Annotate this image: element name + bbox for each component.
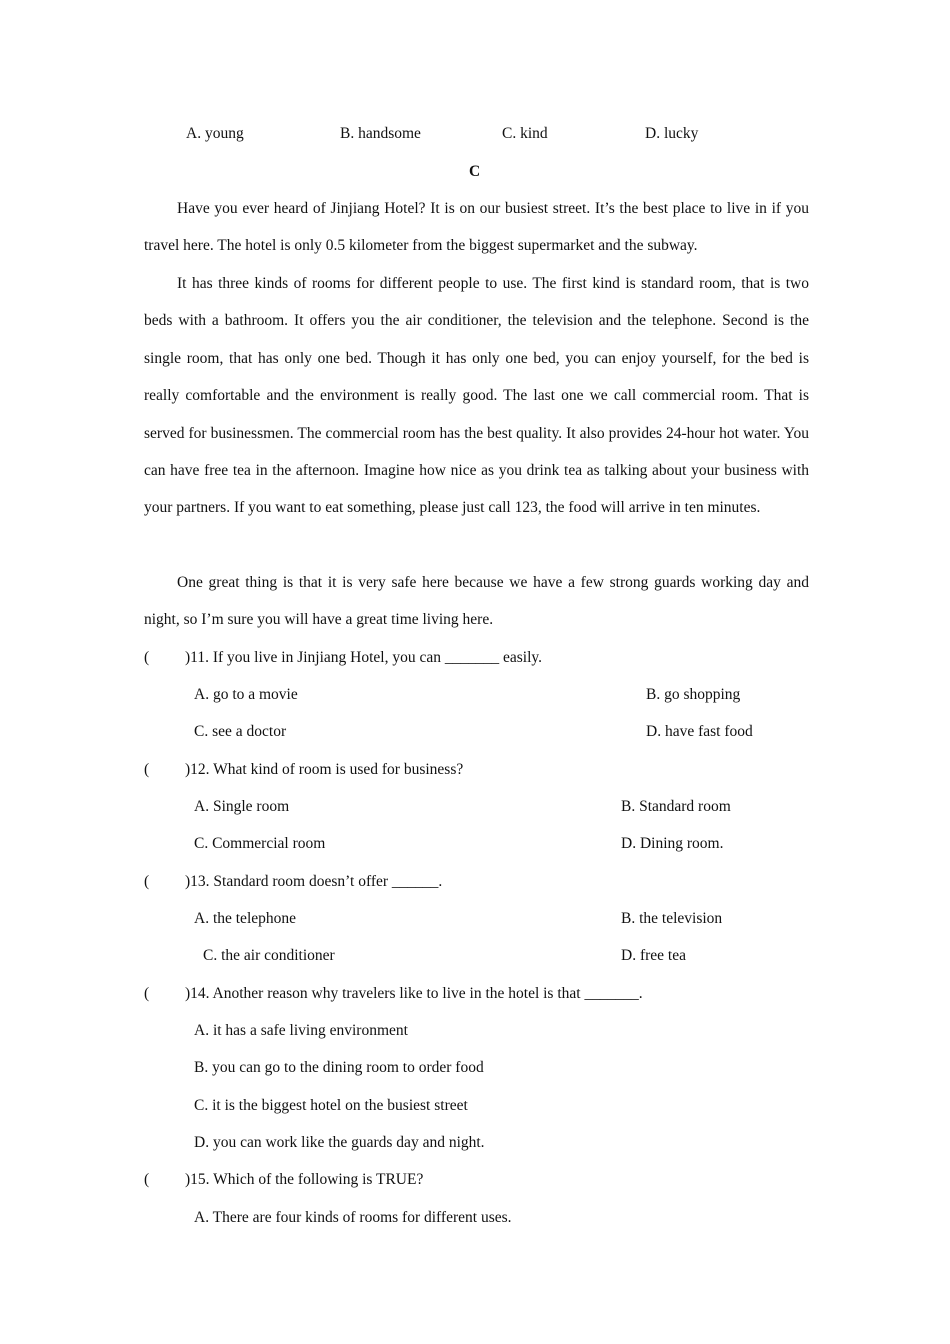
prev-option-d: D. lucky bbox=[645, 125, 699, 142]
option-b: B. you can go to the dining room to order food bbox=[194, 1059, 484, 1076]
question-text: )11. If you live in Jinjiang Hotel, you can _______ easily. bbox=[185, 649, 543, 666]
option-d: D. have fast food bbox=[646, 723, 753, 740]
question-text: )15. Which of the following is TRUE? bbox=[185, 1171, 424, 1188]
option-d: D. free tea bbox=[621, 947, 686, 964]
prev-option-c: C. kind bbox=[502, 125, 548, 142]
option-c: C. see a doctor bbox=[194, 723, 287, 740]
question-text: )13. Standard room doesn’t offer ______. bbox=[185, 873, 443, 890]
option-c: C. it is the biggest hotel on the busiest street bbox=[194, 1097, 468, 1114]
question-text: )12. What kind of room is used for business? bbox=[185, 761, 464, 778]
answer-paren: ( bbox=[144, 649, 150, 666]
option-c: C. Commercial room bbox=[194, 835, 326, 852]
answer-paren: ( bbox=[144, 761, 150, 778]
answer-paren: ( bbox=[144, 1171, 150, 1188]
section-title: C bbox=[469, 163, 481, 180]
answer-paren: ( bbox=[144, 873, 150, 890]
option-a: A. There are four kinds of rooms for different uses. bbox=[194, 1209, 512, 1226]
option-b: B. go shopping bbox=[646, 686, 741, 703]
option-d: D. you can work like the guards day and night. bbox=[194, 1134, 485, 1151]
option-b: B. Standard room bbox=[621, 798, 731, 815]
prev-option-a: A. young bbox=[186, 125, 244, 142]
option-d: D. Dining room. bbox=[621, 835, 724, 852]
option-b: B. the television bbox=[621, 910, 723, 927]
option-a: A. the telephone bbox=[194, 910, 297, 927]
answer-paren: ( bbox=[144, 985, 150, 1002]
option-a: A. Single room bbox=[194, 798, 290, 815]
option-c: C. the air conditioner bbox=[203, 947, 335, 964]
option-a: A. it has a safe living environment bbox=[194, 1022, 408, 1039]
option-a: A. go to a movie bbox=[194, 686, 298, 703]
passage-paragraph-3: One great thing is that it is very safe here because we have a few strong guards working day and night, so I’m sure you will have a great time living here. bbox=[144, 574, 809, 629]
question-text: )14. Another reason why travelers like to live in the hotel is that _______. bbox=[185, 985, 643, 1002]
prev-option-b: B. handsome bbox=[340, 125, 421, 142]
passage-paragraph-2: It has three kinds of rooms for different people to use. The first kind is standard room, that is two beds with a bathroom. It offers you the air conditioner, the television and the telephone. Second is the single room, that has only one bed. Though it has only one bed, you can enjoy yourself, for the bed is really comfortable and the environment is really good. The last one we call commercial room. That is served for businessmen. The commercial room has the best quality. It also provides 24-hour hot water. You can have free tea in the afternoon. Imagine how nice as you drink tea as talking about your business with your partners. If you want to eat something, please just call 123, the food will arrive in ten minutes. bbox=[144, 275, 809, 517]
passage-paragraph-1: Have you ever heard of Jinjiang Hotel? It is on our busiest street. It’s the best place to live in if you travel here. The hotel is only 0.5 kilometer from the biggest supermarket and the subway. bbox=[144, 200, 809, 255]
